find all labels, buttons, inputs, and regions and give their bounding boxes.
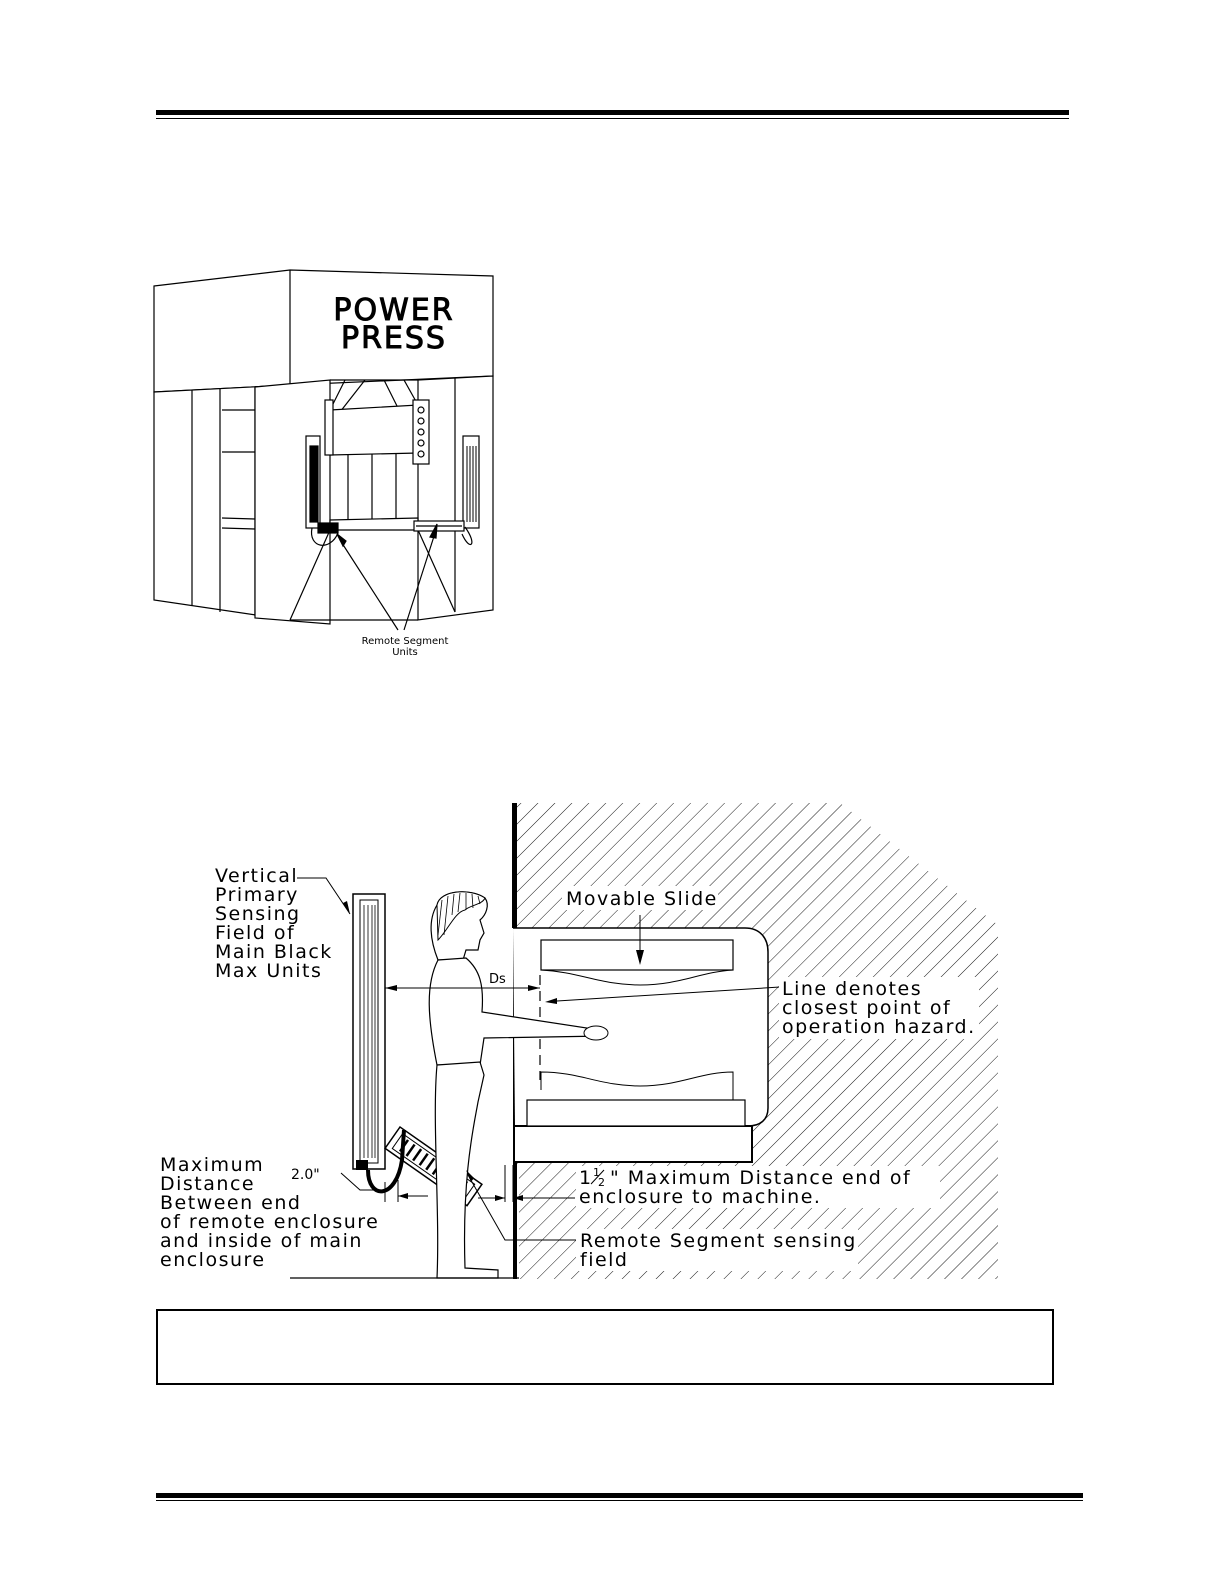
one-half-label-2: enclosure to machine. [579,1186,822,1208]
remote-field-label-2: field [580,1249,629,1271]
press-label-line1: POWER [333,293,455,328]
remote-field-label-1: Remote Segment sensing [580,1230,857,1252]
vertical-field-label-6: Max Units [215,960,323,982]
hazard-label-2: closest point of [782,997,952,1019]
one-half-label: " Maximum Distance end of [610,1167,912,1189]
note-box [156,1309,1054,1385]
remote-segment-callout-line2: Units [392,647,418,658]
vertical-field-label-1: Vertical [215,865,299,887]
remote-segment-callout-line1: Remote Segment [361,636,449,647]
max-distance-label-1: Maximum [160,1154,265,1176]
ds-label: Ds [489,972,506,987]
max-distance-label-4: of remote enclosure [160,1211,380,1233]
vertical-field-label-4: Field of [215,922,296,944]
hazard-label-1: Line denotes [782,978,923,1000]
vertical-field-label-3: Sensing [215,903,301,925]
max-distance-label-5: and inside of main [160,1230,363,1252]
one-half-fraction-den: 2 [598,1176,605,1189]
one-half-prefix: 1 [579,1167,593,1189]
max-distance-label-2: Distance [160,1173,256,1195]
press-label-line2: PRESS [341,321,447,356]
movable-slide-label: Movable Slide [566,888,718,910]
hazard-label-3: operation hazard. [782,1016,976,1038]
vertical-field-label-2: Primary [215,884,299,906]
max-distance-label-3: Between end [160,1192,302,1214]
vertical-field-label-5: Main Black [215,941,333,963]
one-half-fraction-num: 1 [593,1166,600,1179]
two-inch-label: 2.0" [291,1167,320,1183]
max-distance-label-6: enclosure [160,1249,266,1271]
